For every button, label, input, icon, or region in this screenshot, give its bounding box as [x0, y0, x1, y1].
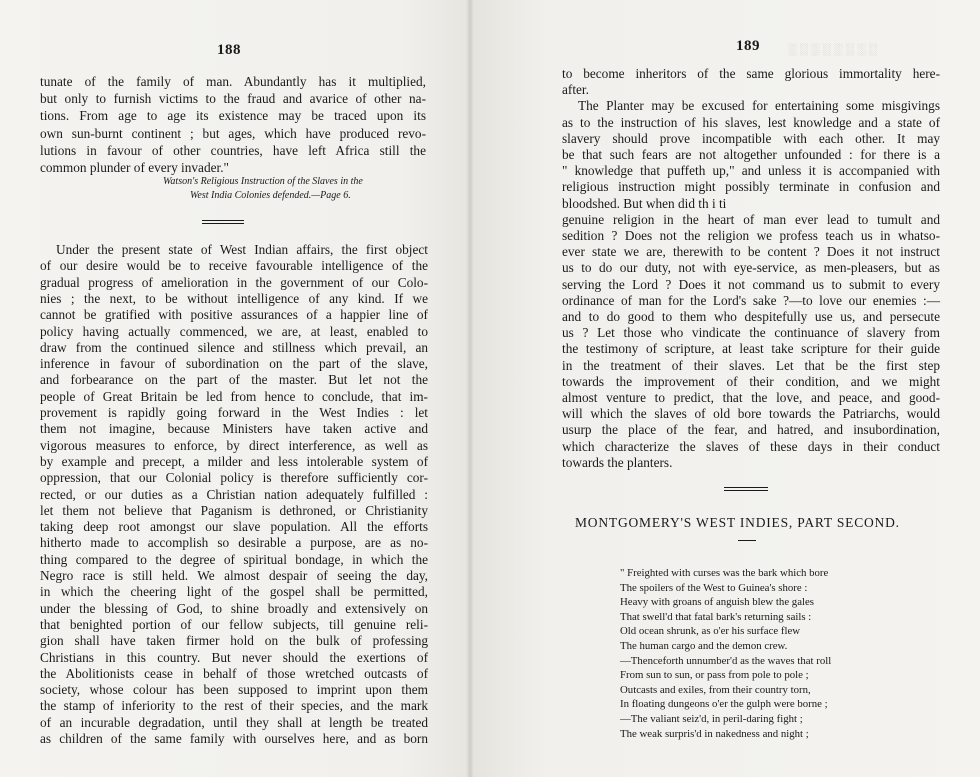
quote-line: tions. From age to age its existence may be traced upon its: [40, 108, 426, 124]
body-line: the stamp of inferiority to the rest of their species, and the mark: [40, 698, 428, 714]
body-line: and forbearance on the part of the master. But let not the: [40, 372, 428, 388]
body-line: provement is rapidly going forward in the West Indies : let: [40, 405, 428, 420]
body-line: religious instruction might possibly terminate in confusion and: [562, 179, 940, 195]
body-line: gion shall have taken firmer hold on the bulk of professing: [40, 633, 428, 649]
section-divider: [724, 487, 768, 491]
body-line: taking deep root amongst our slave population. All the efforts: [40, 519, 428, 535]
body-line: as to the instruction of his slaves, lest knowledge and a state of: [562, 114, 940, 130]
heading-rule: [738, 540, 756, 541]
body-line: genuine religion in the heart of man ever lead to tumult and: [562, 211, 940, 227]
body-line: vigorous measures to enforce, by direct interference, as well as: [40, 437, 428, 453]
body-line: inference in favour of subordination on the part of the slave,: [40, 356, 428, 372]
body-line: to become inheritors of the same glorious immortality here-: [562, 66, 940, 81]
body-line: the testimony of scripture, at least take scripture for their guide: [562, 341, 940, 357]
body-line: which characterize the slaves of these days in their conduct: [562, 438, 940, 454]
body-line: gradual progress of amelioration in the government of our Colo-: [40, 274, 428, 290]
body-line: The Planter may be excused for entertaining some misgivings: [578, 98, 940, 114]
poem-line: —Thenceforth unnumber'd as the waves that roll: [620, 654, 832, 667]
left-page: [0, 0, 470, 777]
body-line: rected, or our duties as a Christian nation adequately fulfilled :: [40, 486, 428, 502]
body-line: oppression, that our Colonial policy is therefore sufficiently cor-: [40, 470, 428, 486]
body-line: that benighted portion of our fellow subjects, till genuine reli-: [40, 616, 428, 632]
quote-line: but only to furnish victims to the fraud and avarice of other na-: [40, 91, 426, 107]
body-line: draw from the continued silence and stillness which prevail, an: [40, 339, 428, 355]
body-line: Christians in this country. But never should the exertions of: [40, 649, 428, 665]
body-line: after.: [562, 82, 589, 98]
body-line: nies ; the next, to be without intelligence of any kind. If we: [40, 290, 428, 306]
body-line: of our desire would be to receive favourable intelligence of the: [40, 258, 428, 274]
quote-line: common plunder of every invader.": [40, 160, 229, 175]
body-line: ordinance of man for the Lord's sake ?—to love our enemies :—: [562, 292, 940, 308]
body-line: them not imagine, because Ministers have taken active and: [40, 421, 428, 437]
page-number: 189: [736, 38, 760, 54]
body-line: " knowledge that puffeth up," and unless it is accompanied with: [562, 163, 940, 179]
body-line: in the treatment of their slaves. Let that be the first step: [562, 357, 940, 373]
poem-line: The weak surpris'd in nakedness and night ;: [620, 727, 809, 740]
body-line: in which the cheering light of the gospel shall be permitted,: [40, 584, 428, 600]
body-line: Under the present state of West Indian affairs, the first object: [56, 242, 428, 257]
poem-line: In floating dungeons o'er the gulph were borne ;: [620, 698, 828, 711]
section-heading: MONTGOMERY'S WEST INDIES, PART SECOND.: [575, 515, 900, 530]
right-page: [470, 0, 980, 777]
citation-line: Watson's Religious Instruction of the Slaves in the: [163, 176, 363, 187]
poem-line: " Freighted with curses was the bark which bore: [620, 567, 829, 579]
body-line: and to do good to them who despitefully use us, and persecute: [562, 309, 940, 324]
body-line: sedition ? Does not the religion we profess teach us in whatso-: [562, 228, 940, 243]
poem-line: Heavy with groans of anguish blew the gales: [620, 596, 814, 609]
body-line: the Abolitionists cease in behalf of those wretched outcasts of: [40, 665, 428, 681]
body-line: towards the improvement of their condition, and we might: [562, 373, 940, 389]
body-line: us to do our duty, not with eye-service, as men-pleasers, but as: [562, 260, 940, 276]
body-line: towards the planters.: [562, 454, 673, 470]
citation-line: West India Colonies defended.—Page 6.: [190, 190, 351, 201]
body-line: bloodshed. But when did th i ti: [562, 195, 727, 211]
body-line: usurp the place of the fear, and hatred, and insubordination,: [562, 422, 940, 438]
section-divider: [202, 220, 244, 224]
body-line: cannot be gratified with positive assurances of a happier line of: [40, 307, 428, 323]
body-line: almost venture to predict, that the love, and peace, and good-: [562, 390, 940, 405]
bleed-through-marks: ░░░░░░░░: [788, 42, 881, 56]
poem-line: The spoilers of the West to Guinea's shore :: [620, 581, 808, 594]
body-line: will which the slaves of old bore towards the Patriarchs, would: [562, 406, 940, 422]
poem-line: —The valiant seiz'd, in peril-daring fight ;: [620, 713, 803, 725]
body-line: be that such fears are not altogether unfounded : for there is a: [562, 147, 940, 162]
body-line: people of Great Britain be led from hence to conclude, that im-: [40, 388, 428, 404]
poem-line: Outcasts and exiles, from their country torn,: [620, 683, 811, 696]
body-line: ever state we are, therewith to be content ? Does it not instruct: [562, 244, 940, 260]
body-line: slavery should prove incompatible with each other. It may: [562, 130, 940, 146]
body-line: by example and precept, a milder and less intolerable system of: [40, 453, 428, 469]
quote-line: tunate of the family of man. Abundantly has it multiplied,: [40, 74, 426, 89]
page-number: 188: [217, 42, 241, 58]
poem-line: Old ocean shrunk, as o'er his surface flew: [620, 625, 801, 638]
poem-line: The human cargo and the demon crew.: [620, 640, 788, 652]
body-line: let them not believe that Paganism is dethroned, or Christianity: [40, 502, 428, 518]
body-line: policy having actually commenced, we are, at least, enabled to: [40, 323, 428, 339]
body-line: serving the Lord ? Does it not command us to submit to every: [562, 276, 940, 292]
body-line: under the blessing of God, to shine broadly and extensively on: [40, 600, 428, 616]
body-line: as children of the same family with ourselves here, and as born: [40, 731, 428, 746]
quote-line: own sun-burnt continent ; but ages, which have produced revo-: [40, 125, 426, 141]
body-line: hitherto made to accomplish so desirable a purpose, are as no-: [40, 535, 428, 551]
body-line: Negro race is still held. We almost despair of seeing the day,: [40, 568, 428, 583]
body-line: us ? Let those who vindicate the continuance of slavery from: [562, 325, 940, 341]
poem-line: From sun to sun, or pass from pole to pole ;: [620, 669, 809, 682]
body-line: society, whose colour has been supposed to imprint upon them: [40, 682, 428, 698]
quote-line: lutions in favour of other countries, have left Africa still the: [40, 142, 426, 158]
body-line: of an incurable degradation, until they shall at length be treated: [40, 714, 428, 730]
gutter-shadow: [466, 0, 474, 777]
poem-line: That swell'd that fatal bark's returning sails :: [620, 610, 812, 623]
body-line: thing compared to the degree of spiritual bondage, in which the: [40, 551, 428, 567]
